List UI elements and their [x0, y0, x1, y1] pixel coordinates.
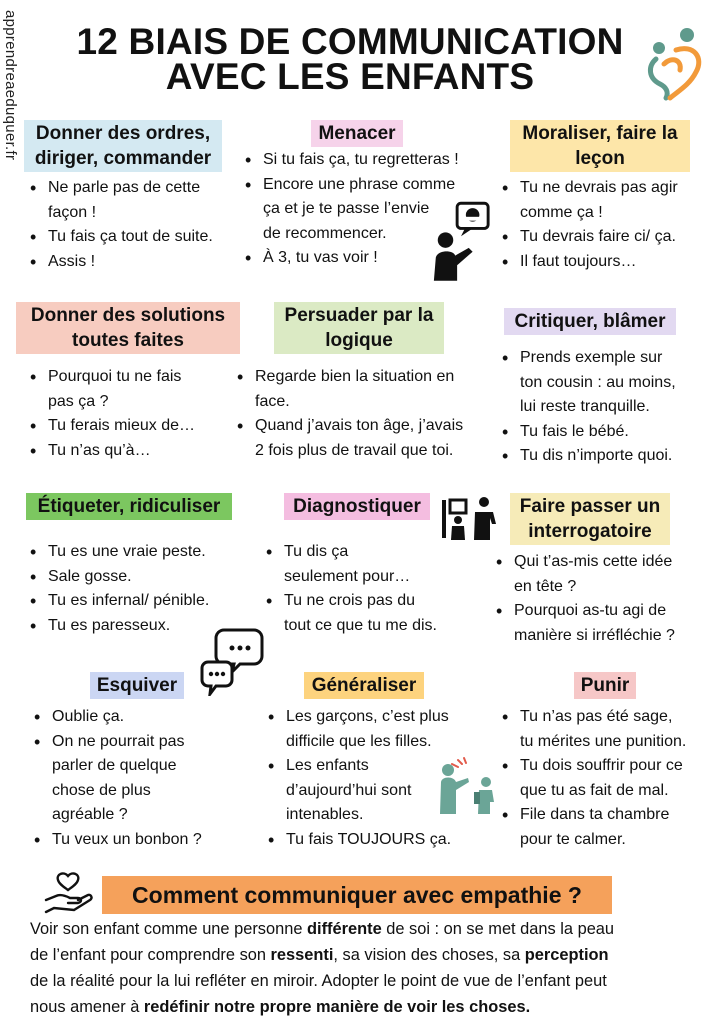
list-critiquer-blamer	[500, 346, 715, 469]
heading-critiquer-blamer: Critiquer, blâmer	[504, 308, 676, 335]
list-donner-des-ordres	[28, 176, 238, 274]
heading-etiqueter-ridiculiser: Étiqueter, ridiculiser	[26, 493, 232, 520]
threat-person-icon	[430, 200, 492, 284]
list-item: • Ne parle pas de cette façon !	[28, 176, 238, 225]
heart-hand-icon	[44, 872, 94, 916]
list-punir	[500, 705, 715, 852]
heading-solutions-toutes-faites: Donner des solutions toutes faites	[16, 302, 240, 354]
list-etiqueter-ridiculiser	[28, 540, 238, 638]
list-item: • File dans ta chambre pour te calmer.	[500, 803, 715, 852]
empathy-heading: Comment communiquer avec empathie ?	[102, 876, 612, 914]
heading-interrogatoire: Faire passer un interrogatoire	[510, 493, 670, 545]
list-item: • Les enfants d’aujourd’hui sont intenables.	[266, 754, 486, 828]
list-item: • Tu es infernal/ pénible.	[28, 589, 238, 614]
list-item: • Tu n’as qu’à…	[28, 439, 238, 464]
scolding-adult-child-icon	[434, 756, 504, 816]
title-line-1: 12 BIAIS DE COMMUNICATION	[76, 21, 624, 62]
list-item: • Tu fais TOUJOURS ça.	[266, 828, 486, 853]
list-item: • Tu fais ça tout de suite.	[28, 225, 238, 250]
list-solutions-toutes-faites	[28, 365, 238, 463]
list-item: • Si tu fais ça, tu regretteras !	[243, 148, 488, 173]
list-item: • Les garçons, c’est plus difficile que les filles.	[266, 705, 486, 754]
list-item: • Oublie ça.	[32, 705, 242, 730]
heading-donner-des-ordres: Donner des ordres, diriger, commander	[24, 120, 222, 172]
speech-bubbles-icon	[200, 626, 264, 696]
list-item: • Qui t’as-mis cette idée en tête ?	[494, 550, 714, 599]
list-item: • Tu devrais faire ci/ ça.	[500, 225, 710, 250]
list-item: • Pourquoi as-tu agi de manière si irréfléchie ?	[494, 599, 714, 648]
list-diagnostiquer	[264, 540, 464, 638]
page-title	[60, 21, 640, 97]
site-url: apprendreaeduquer.fr	[2, 10, 19, 161]
list-persuader-logique	[235, 365, 490, 463]
list-item: • Tu es une vraie peste.	[28, 540, 238, 565]
title-line-2: AVEC LES ENFANTS	[165, 56, 535, 97]
list-item: • Tu ne crois pas du tout ce que tu me dis.	[264, 589, 464, 638]
list-item: • Tu fais le bébé.	[500, 420, 715, 445]
list-item: • Tu es paresseux.	[28, 614, 238, 639]
list-item: • Tu dis n’importe quoi.	[500, 444, 715, 469]
list-esquiver	[32, 705, 242, 852]
heading-menacer: Menacer	[311, 120, 403, 147]
list-item: • Tu dois souffrir pour ce que tu as fait de mal.	[500, 754, 715, 803]
list-item: • Tu ferais mieux de…	[28, 414, 238, 439]
list-item: • Tu n’as pas été sage, tu mérites une punition.	[500, 705, 715, 754]
list-item: • Prends exemple sur ton cousin : au moins, lui reste tranquille.	[500, 346, 715, 420]
list-item: • Quand j’avais ton âge, j’avais 2 fois plus de travail que toi.	[235, 414, 490, 463]
list-item: • Il faut toujours…	[500, 250, 710, 275]
heading-esquiver: Esquiver	[90, 672, 184, 699]
heading-punir: Punir	[574, 672, 636, 699]
list-interrogatoire	[494, 550, 714, 648]
heading-generaliser: Généraliser	[304, 672, 424, 699]
list-item: • Sale gosse.	[28, 565, 238, 590]
empathy-paragraph: Voir son enfant comme une personne différente de soi : on se met dans la peau de l’enfant pour comprendre son ressenti, sa vision des choses, sa perception de la réalité pour la lui refléter en miroir. Adopter le point de vue de l’enfant peut nous amener à redéfinir notre propre manière de voir les choses.	[30, 920, 615, 1016]
list-item: • Tu dis ça seulement pour…	[264, 540, 464, 589]
diagnose-people-icon	[440, 496, 500, 542]
list-item: • Pourquoi tu ne fais pas ça ?	[28, 365, 238, 414]
list-item: • On ne pourrait pas parler de quelque chose de plus agréable ?	[32, 730, 242, 828]
list-moraliser	[500, 176, 710, 274]
list-item: • À 3, tu vas voir !	[243, 246, 488, 271]
heading-diagnostiquer: Diagnostiquer	[284, 493, 430, 520]
list-item: • Regarde bien la situation en face.	[235, 365, 490, 414]
list-item: • Tu veux un bonbon ?	[32, 828, 242, 853]
list-item: • Assis !	[28, 250, 238, 275]
list-item: • Tu ne devrais pas agir comme ça !	[500, 176, 710, 225]
list-item: • Encore une phrase comme ça et je te passe l’envie de recommencer.	[243, 173, 488, 247]
heading-persuader-logique: Persuader par la logique	[274, 302, 444, 354]
logo-icon	[646, 26, 704, 106]
heading-moraliser: Moraliser, faire la leçon	[510, 120, 690, 172]
